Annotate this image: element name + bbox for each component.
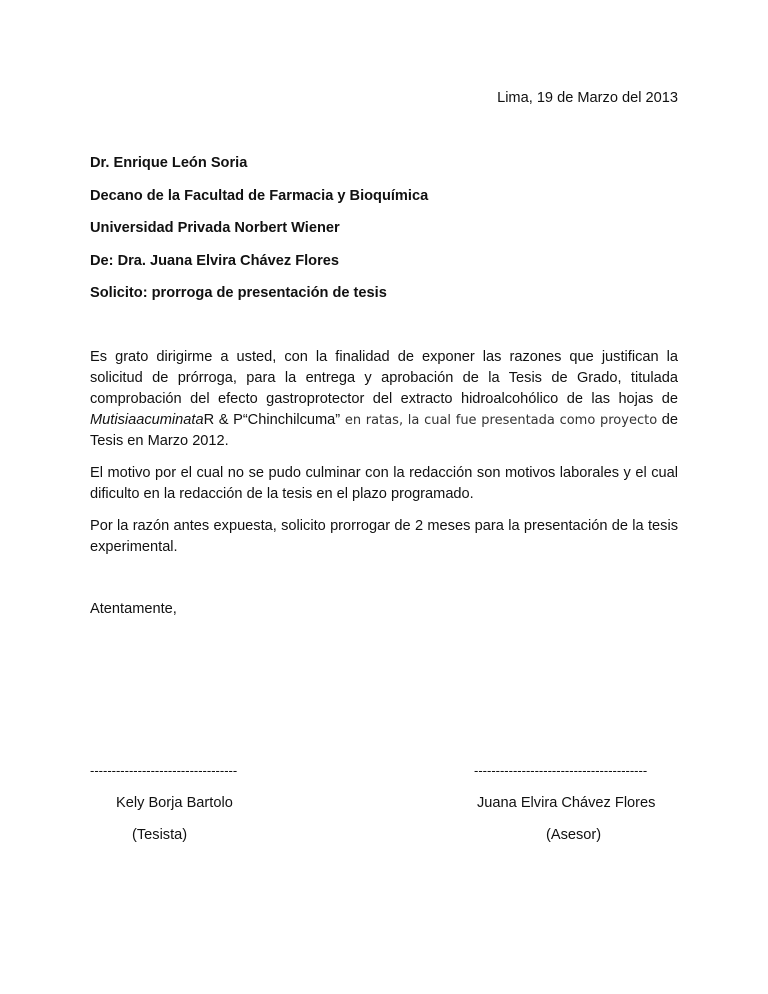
body-paragraph-2: El motivo por el cual no se pudo culminar con la redacción son motivos laborales y el cual dificulto en la redacción de la tesis en el plazo programado. bbox=[90, 465, 678, 502]
signature-line-right: ---------------------------------------- bbox=[474, 763, 648, 778]
signature-line-left: ---------------------------------- bbox=[90, 763, 238, 778]
addressee-institution: Universidad Privada Norbert Wiener bbox=[90, 220, 340, 236]
p1-text-middle: en ratas, la cual fue presentada como proyecto bbox=[340, 413, 658, 428]
body-paragraph-1 bbox=[90, 347, 678, 452]
body-paragraph-3: Por la razón antes expuesta, solicito prorrogar de 2 meses para la presentación de la tesis experimental. bbox=[90, 518, 678, 555]
signature-role-left: (Tesista) bbox=[132, 827, 188, 843]
closing-salutation: Atentamente, bbox=[90, 601, 177, 617]
p1-text-start: Es grato dirigirme a usted, con la finalidad de exponer las razones que justifican la solicitud de prórroga, para la entrega y aprobación de la Tesis de Grado, titulada comprobación del efecto gastroprotector del extracto hidroalcohólico de las hojas de bbox=[90, 349, 678, 407]
p1-common-name: R & P“Chinchilcuma” bbox=[203, 412, 341, 428]
letter-body bbox=[90, 347, 678, 569]
signature-name-left: Kely Borja Bartolo bbox=[116, 795, 233, 811]
addressee-position: Decano de la Facultad de Farmacia y Bioquímica bbox=[90, 187, 429, 204]
addressee-block bbox=[90, 153, 680, 316]
p1-text-end: de Tesis en Marzo 2012. bbox=[90, 412, 679, 449]
subject-line: Solicito: prorroga de presentación de tesis bbox=[90, 285, 387, 301]
p1-species-name: Mutisiaacuminata bbox=[90, 412, 204, 428]
signature-name-right: Juana Elvira Chávez Flores bbox=[477, 795, 656, 811]
letter-date: Lima, 19 de Marzo del 2013 bbox=[497, 90, 678, 106]
addressee-name: Dr. Enrique León Soria bbox=[90, 155, 248, 171]
sender-line: De: Dra. Juana Elvira Chávez Flores bbox=[90, 252, 340, 269]
signature-role-right: (Asesor) bbox=[546, 827, 602, 843]
